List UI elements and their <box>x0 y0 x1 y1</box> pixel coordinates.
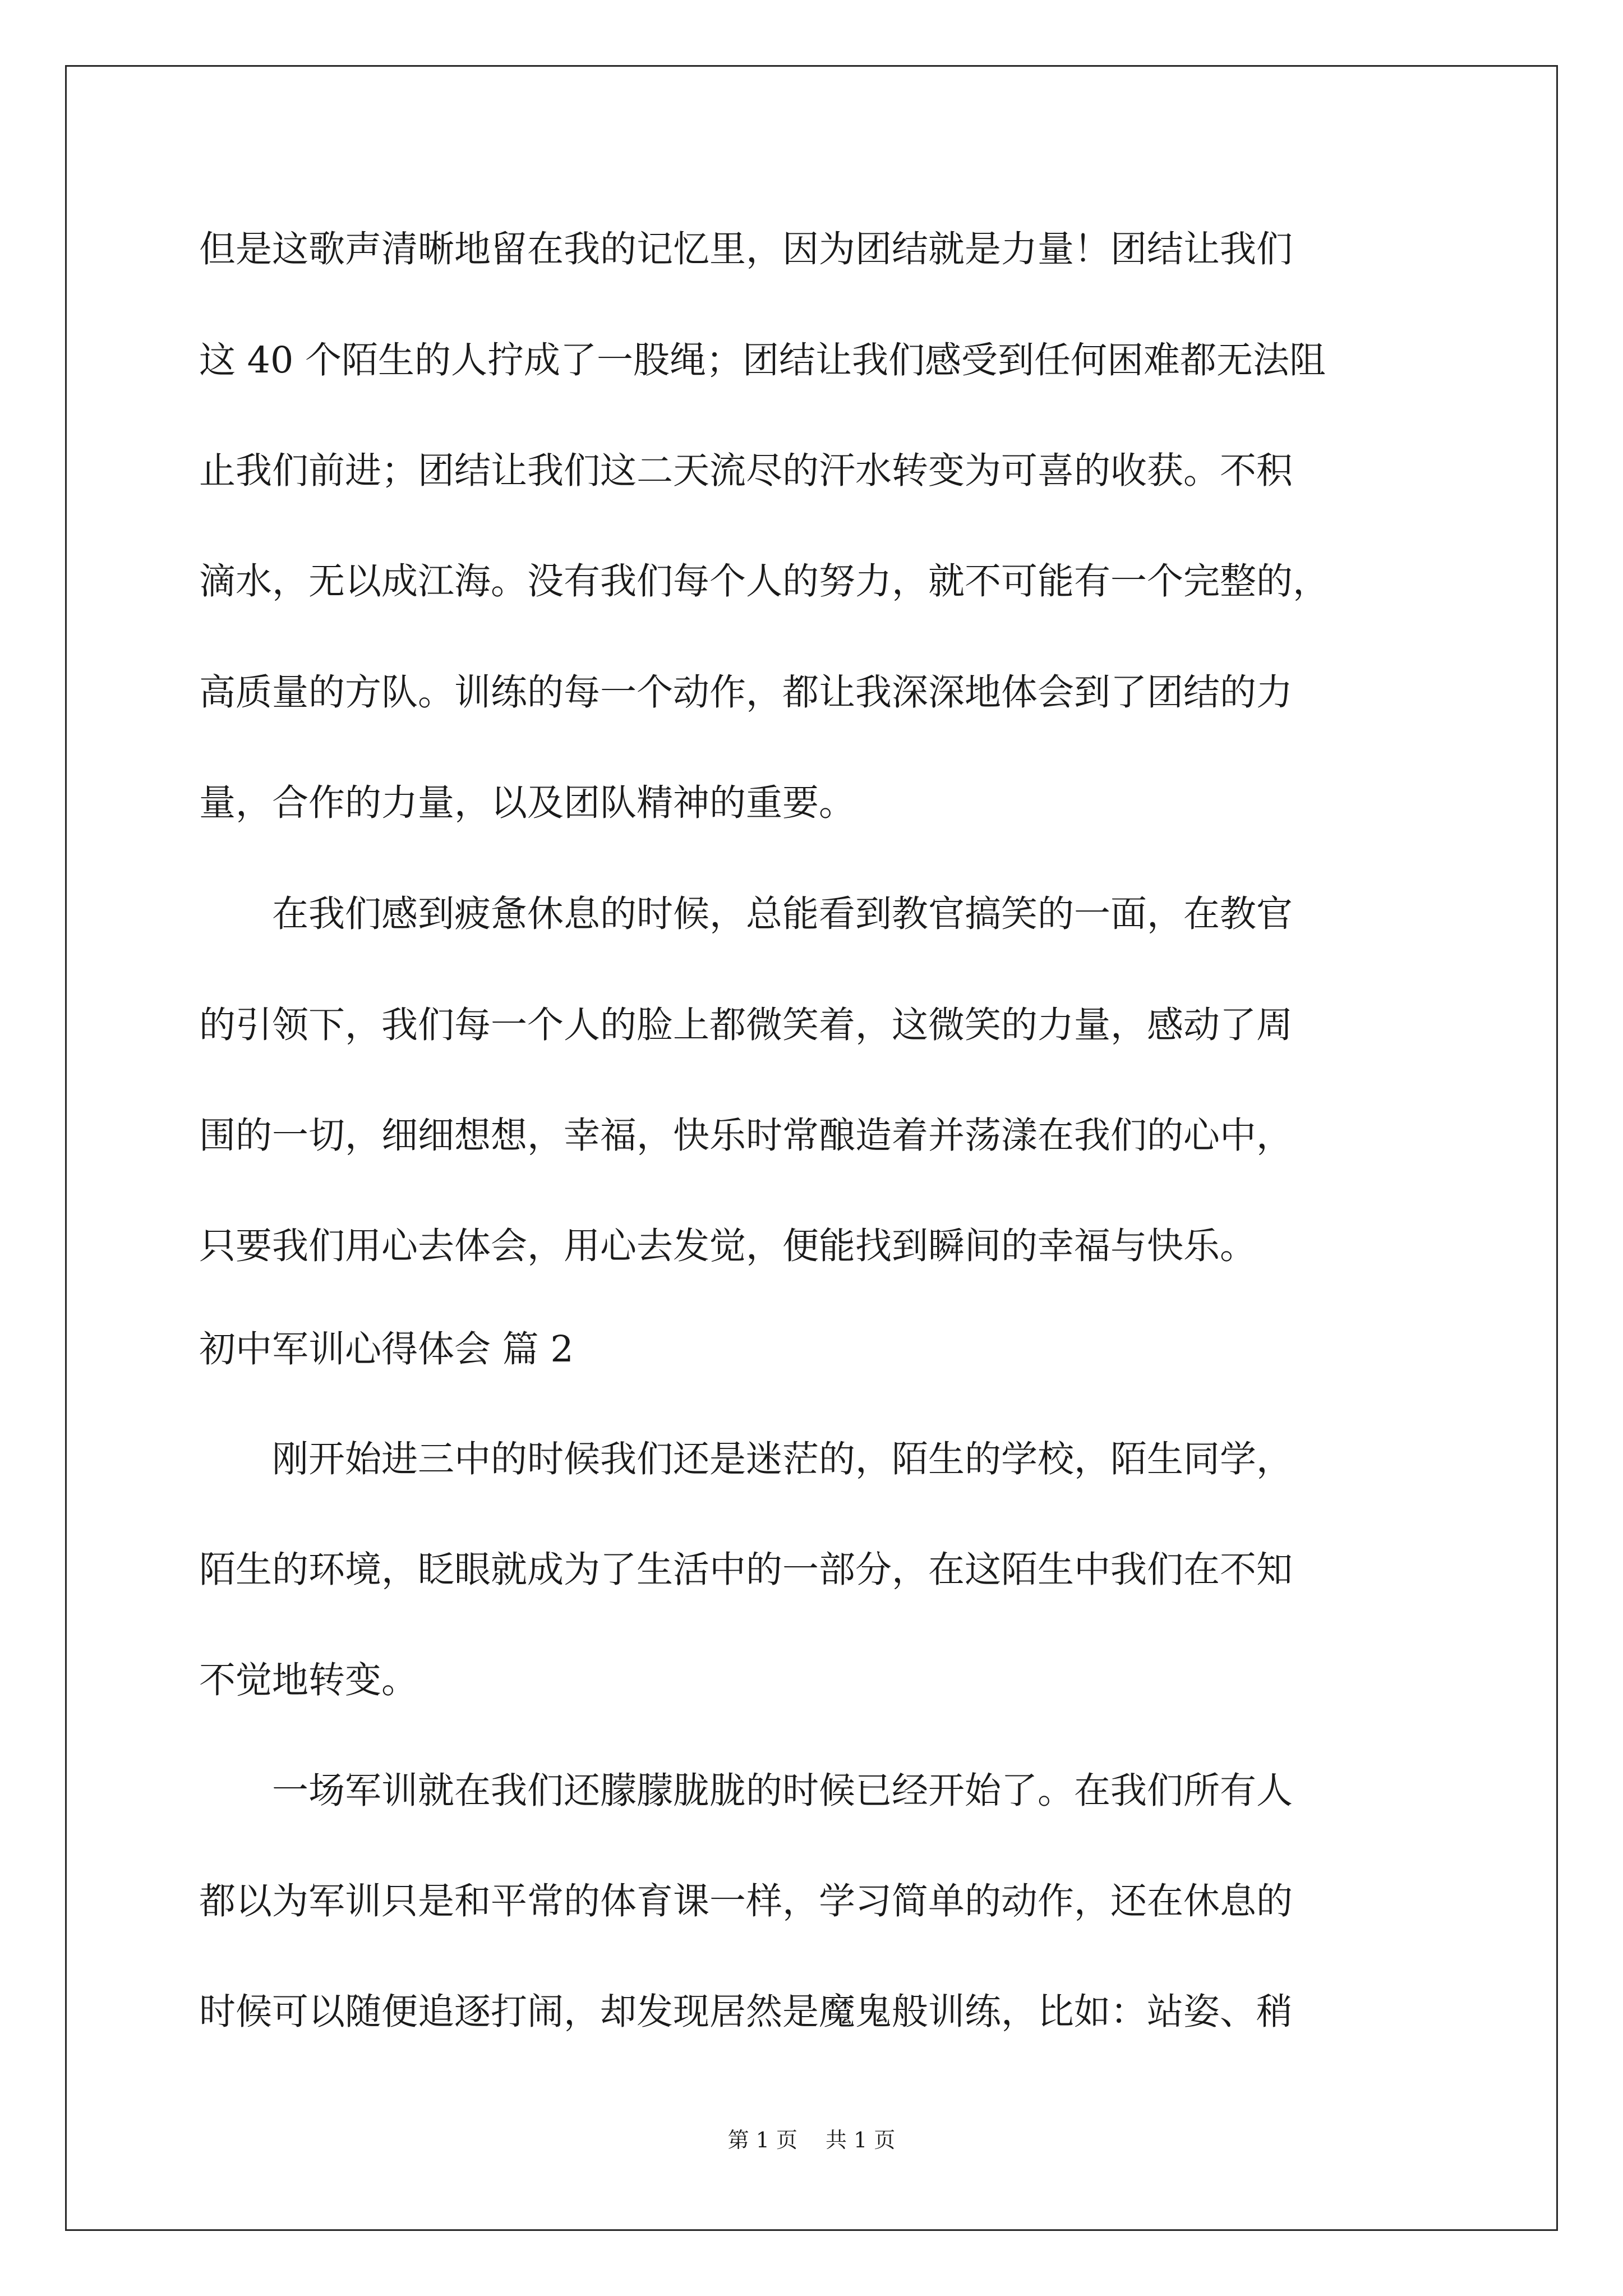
text-line: 都以为军训只是和平常的体育课一样，学习简单的动作，还在休息的 <box>199 1880 1293 1922</box>
page-footer <box>0 2126 1623 2154</box>
text-line: 不觉地转变。 <box>199 1659 418 1701</box>
text-line: 的引领下，我们每一个人的脸上都微笑着，这微笑的力量，感动了周 <box>199 1004 1293 1046</box>
paragraph-start-line: 一场军训就在我们还朦朦胧胧的时候已经开始了。在我们所有人 <box>272 1770 1293 1812</box>
page-total: 共 1 页 <box>826 2128 896 2152</box>
text-line: 围的一切，细细想想，幸福，快乐时常酿造着并荡漾在我们的心中， <box>199 1115 1293 1157</box>
section-heading: 初中军训心得体会 篇 2 <box>199 1328 574 1370</box>
text-line: 滴水，无以成江海。没有我们每个人的努力，就不可能有一个完整的， <box>199 560 1330 602</box>
text-line: 只要我们用心去体会，用心去发觉，便能找到瞬间的幸福与快乐。 <box>199 1225 1257 1267</box>
text-line: 量，合作的力量，以及团队精神的重要。 <box>199 782 856 824</box>
text-line: 这 40 个陌生的人拧成了一股绳；团结让我们感受到任何困难都无法阻 <box>199 339 1326 381</box>
text-line: 陌生的环境，眨眼就成为了生活中的一部分，在这陌生中我们在不知 <box>199 1549 1293 1591</box>
paragraph-start-line: 在我们感到疲惫休息的时候，总能看到教官搞笑的一面，在教官 <box>272 893 1293 935</box>
page-number: 第 1 页 <box>727 2128 797 2152</box>
text-line: 时候可以随便追逐打闹，却发现居然是魔鬼般训练，比如：站姿、稍 <box>199 1991 1293 2033</box>
paragraph-start-line: 刚开始进三中的时候我们还是迷茫的，陌生的学校，陌生同学， <box>272 1438 1293 1480</box>
text-line: 止我们前进；团结让我们这二天流尽的汗水转变为可喜的收获。不积 <box>199 450 1293 492</box>
text-line: 高质量的方队。训练的每一个动作，都让我深深地体会到了团结的力 <box>199 671 1293 714</box>
text-line: 但是这歌声清晰地留在我的记忆里，因为团结就是力量！团结让我们 <box>199 228 1293 270</box>
